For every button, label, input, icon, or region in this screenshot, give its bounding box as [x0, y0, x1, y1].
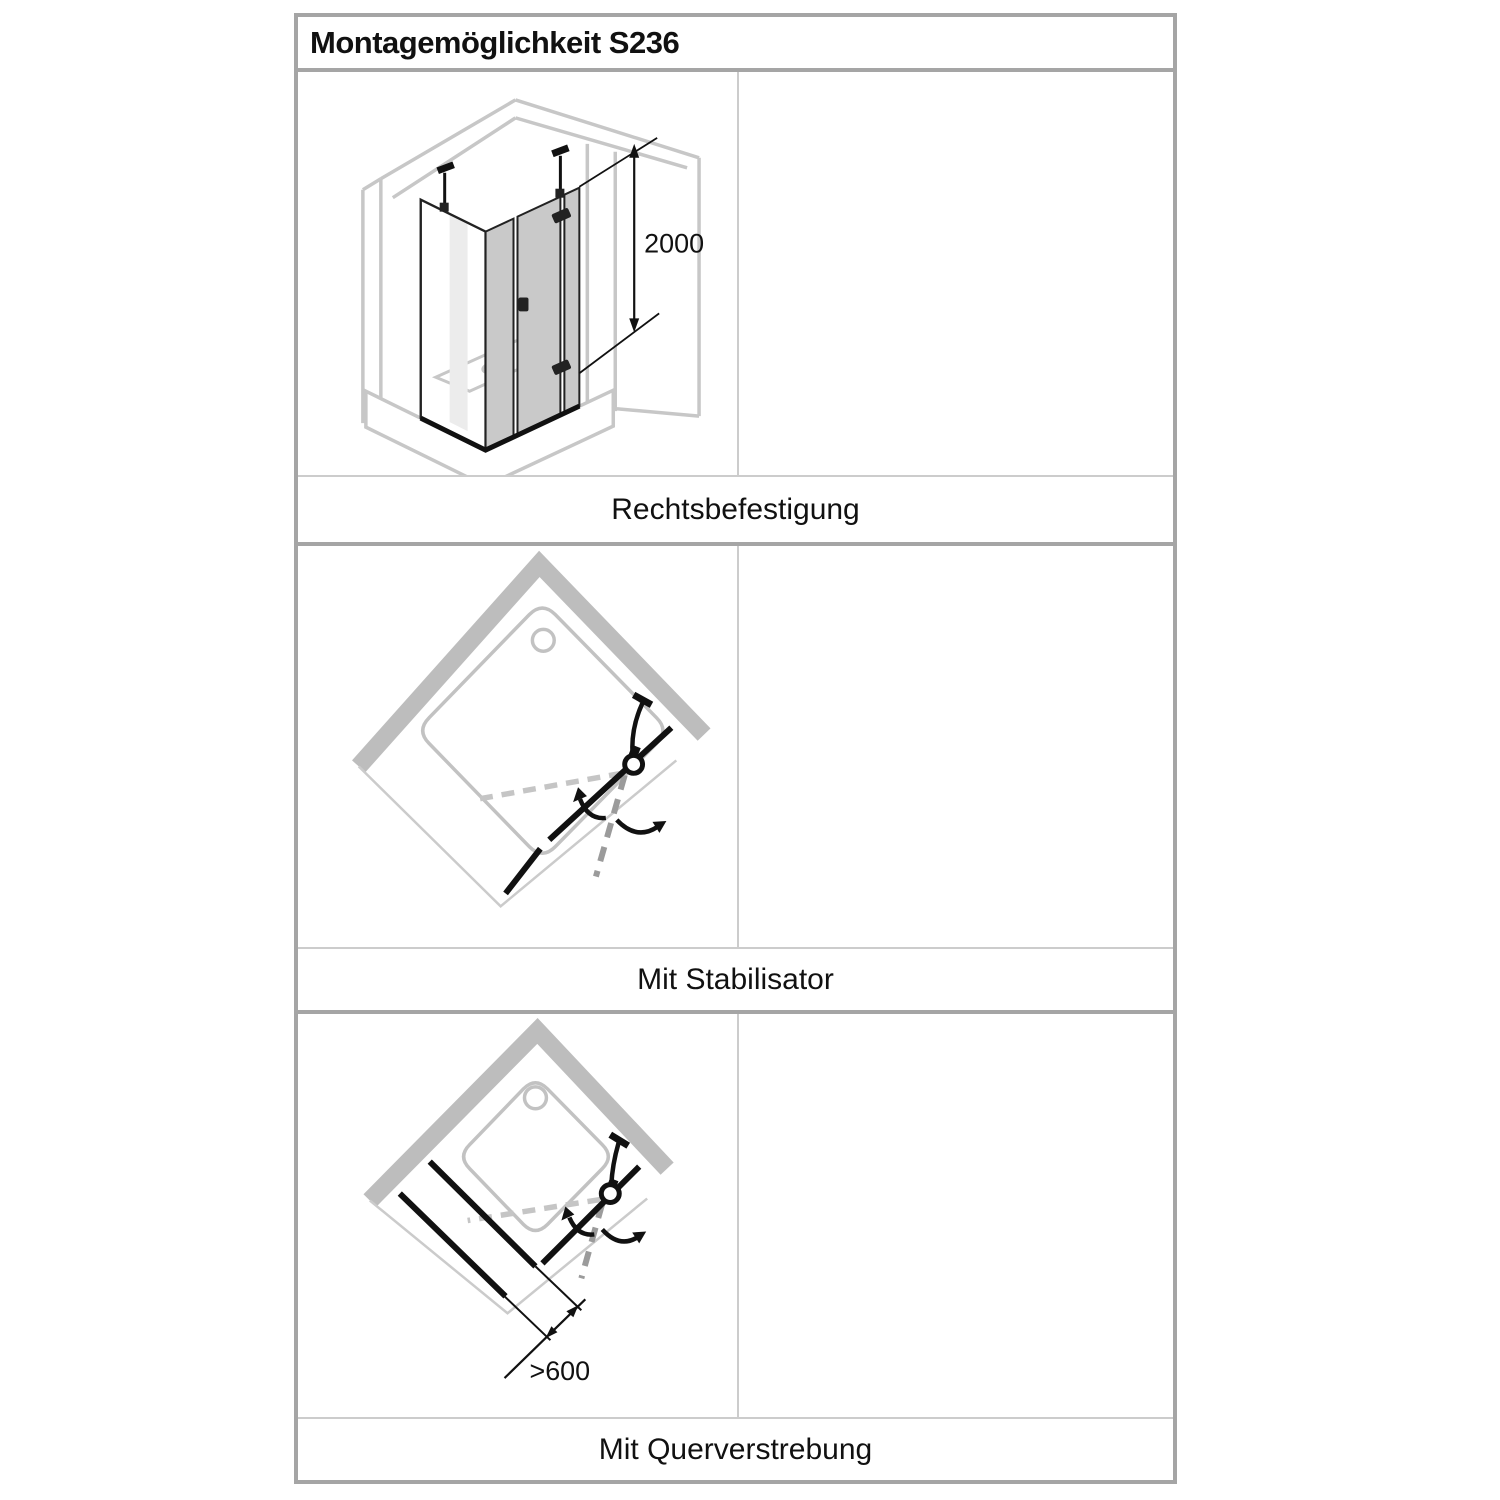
rod-clamp-right	[555, 189, 564, 198]
dimension-width-label: >600	[529, 1356, 591, 1387]
side-panel-shading	[450, 214, 468, 431]
door-panel	[518, 197, 561, 435]
stabilizer-bar	[611, 1141, 619, 1186]
diagram-row-cross-brace	[298, 1014, 1173, 1419]
diagram-cell-stabilizer	[298, 546, 739, 947]
drain-icon	[532, 629, 554, 651]
dimension-width	[505, 1266, 591, 1386]
empty-cell	[739, 546, 1173, 947]
extension-line-top	[579, 138, 657, 187]
page-title: Montagemöglichkeit S236	[310, 24, 680, 60]
rod-clamp-left	[440, 203, 449, 212]
caption-right-fixing: Rechtsbefestigung	[611, 492, 860, 526]
wall-back-right-edges	[516, 100, 700, 168]
dimension-height	[579, 138, 704, 373]
cross-brace-line	[400, 1194, 506, 1297]
door-handle-icon	[518, 297, 528, 311]
empty-cell	[739, 72, 1173, 475]
caption-row-cross-brace	[298, 1419, 1173, 1480]
mounting-options-table	[294, 13, 1177, 1484]
drain-icon	[524, 1087, 546, 1109]
caption-row-right-fixing	[298, 477, 1173, 546]
diagram-row-right-fixing	[298, 72, 1173, 477]
wall-right-opening-edges	[587, 144, 699, 416]
diagram-row-stabilizer	[298, 546, 1173, 949]
swing-arrow-outward	[617, 820, 658, 833]
empty-cell	[739, 1014, 1173, 1417]
diagram-cell-cross-brace	[298, 1014, 739, 1417]
dimension-height-label: 2000	[644, 228, 705, 259]
support-bracket-right	[552, 148, 568, 154]
front-fixed-panel	[486, 219, 514, 450]
stabilizer-topview-diagram	[298, 546, 737, 947]
extension-line-bottom	[579, 313, 659, 373]
wall-back-left-edges	[381, 100, 516, 198]
cross-brace-topview-diagram	[298, 1014, 737, 1417]
hinge-stile-panel	[564, 188, 579, 412]
isometric-shower-diagram	[298, 72, 737, 475]
wall-left-jamb	[363, 179, 381, 423]
diagram-cell-right-fixing	[298, 72, 739, 475]
glass-assembly	[421, 188, 580, 450]
caption-row-stabilizer	[298, 949, 1173, 1014]
caption-stabilizer: Mit Stabilisator	[637, 962, 834, 996]
hinge-pivot	[601, 1185, 619, 1203]
caption-cross-brace: Mit Querverstrebung	[598, 1432, 873, 1466]
hinge-pivot	[625, 755, 643, 773]
swing-arrows	[561, 1207, 646, 1244]
extension-line-2	[505, 1296, 551, 1340]
table-title-row	[298, 17, 1173, 72]
